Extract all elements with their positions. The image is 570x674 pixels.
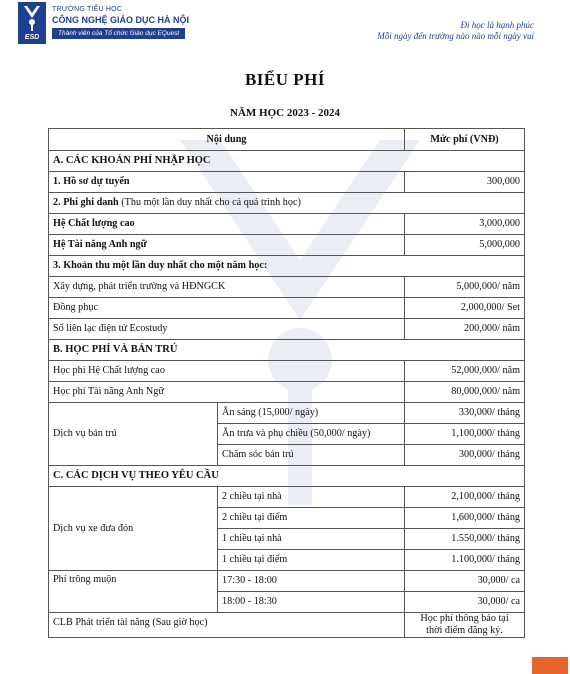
table-row [49, 298, 525, 319]
slogan-line-2: Mỗi ngày đến trường nào nào mỗi ngày vui [377, 31, 534, 41]
school-member-line: Thành viên của Tổ chức Giáo dục EQuest [52, 28, 185, 39]
section-b-title: B. HỌC PHÍ VÀ BÁN TRÚ [49, 340, 525, 361]
fee-label: Đồng phục [49, 298, 405, 319]
fee-value-line-1: Học phí thông báo tại [420, 613, 509, 624]
fee-value: 200,000/ năm [405, 319, 525, 340]
table-row [49, 214, 525, 235]
fee-value: 2,100,000/ tháng [405, 487, 525, 508]
table-row [49, 571, 525, 592]
corner-accent [532, 657, 568, 674]
page-header [0, 0, 570, 50]
section-a-title: A. CÁC KHOẢN PHÍ NHẬP HỌC [49, 151, 525, 172]
table-row [49, 613, 525, 638]
table-row [49, 382, 525, 403]
fee-value: 3,000,000 [405, 214, 525, 235]
table-row [49, 319, 525, 340]
fee-value: 30,000/ ca [405, 571, 525, 592]
fee-sub-label: Ăn sáng (15,000/ ngày) [218, 403, 405, 424]
table-row [49, 235, 525, 256]
fee-value: 52,000,000/ năm [405, 361, 525, 382]
fee-label: Học phí Tài năng Anh Ngữ [49, 382, 405, 403]
logo-text: ESD [24, 34, 40, 41]
fee-value: 5,000,000/ năm [405, 277, 525, 298]
table-header-row [49, 129, 525, 151]
fee-value-line-2: thời điểm đăng ký. [426, 625, 503, 636]
fee-group-label: Phí trông muộn [49, 571, 218, 613]
fee-value: 330,000/ tháng [405, 403, 525, 424]
fee-value: 80,000,000/ năm [405, 382, 525, 403]
section-row [49, 340, 525, 361]
fee-table [48, 128, 525, 638]
fee-group-label: Dịch vụ bán trú [49, 403, 218, 466]
header-content: Nội dung [49, 129, 405, 151]
table-row [49, 172, 525, 193]
fee-value: 2,000,000/ Set [405, 298, 525, 319]
header-fee: Mức phí (VNĐ) [405, 129, 525, 151]
fee-label: Xây dựng, phát triển trường và HĐNGCK [49, 277, 405, 298]
table-row [49, 361, 525, 382]
fee-label [49, 193, 525, 214]
fee-sub-label: 1 chiều tại điểm [218, 550, 405, 571]
fee-group-label: Dịch vụ xe đưa đón [49, 487, 218, 571]
school-name: CÔNG NGHỆ GIÁO DỤC HÀ NỘI [52, 15, 190, 25]
fee-label: Học phí Hệ Chất lượng cao [49, 361, 405, 382]
section-row [49, 466, 525, 487]
fee-label: Hệ Tài năng Anh ngữ [49, 235, 405, 256]
table-row [49, 193, 525, 214]
fee-value: 30,000/ ca [405, 592, 525, 613]
fee-value: 300,000/ tháng [405, 445, 525, 466]
fee-sub-label: 18:00 - 18:30 [218, 592, 405, 613]
school-year: NĂM HỌC 2023 - 2024 [230, 107, 340, 119]
section-row [49, 151, 525, 172]
fee-value: 1.100,000/ tháng [405, 550, 525, 571]
fee-value: 5,000,000 [405, 235, 525, 256]
school-subtitle: TRƯỜNG TIỂU HỌC [52, 6, 123, 13]
fee-label: Sổ liên lạc điện tử Ecostudy [49, 319, 405, 340]
fee-value: 1.550,000/ tháng [405, 529, 525, 550]
fee-sub-label: Chăm sóc bán trú [218, 445, 405, 466]
table-row [49, 277, 525, 298]
table-row [49, 256, 525, 277]
slogan-line-1: Đi học là hạnh phúc [460, 20, 534, 30]
fee-value: 1,100,000/ tháng [405, 424, 525, 445]
fee-sub-label: 2 chiều tại nhà [218, 487, 405, 508]
fee-label-note: (Thu một lần duy nhất cho cả quá trình học) [118, 197, 301, 208]
table-row [49, 403, 525, 424]
section-c-title: C. CÁC DỊCH VỤ THEO YÊU CẦU [49, 466, 525, 487]
fee-value [405, 613, 525, 638]
fee-label: 1. Hồ sơ dự tuyển [49, 172, 405, 193]
table-row [49, 487, 525, 508]
fee-sub-label: 2 chiều tại điểm [218, 508, 405, 529]
document-title: BIỂU PHÍ [244, 70, 326, 89]
fee-value: 1,600,000/ tháng [405, 508, 525, 529]
fee-value: 300,000 [405, 172, 525, 193]
fee-sub-label: 17:30 - 18:00 [218, 571, 405, 592]
fee-label: CLB Phát triển tài năng (Sau giờ học) [49, 613, 405, 638]
fee-label: 3. Khoản thu một lần duy nhất cho một năm học: [49, 256, 525, 277]
fee-label-bold: 2. Phí ghi danh [53, 197, 119, 208]
fee-label: Hệ Chất lượng cao [49, 214, 405, 235]
fee-sub-label: 1 chiều tại nhà [218, 529, 405, 550]
fee-sub-label: Ăn trưa và phụ chiều (50,000/ ngày) [218, 424, 405, 445]
